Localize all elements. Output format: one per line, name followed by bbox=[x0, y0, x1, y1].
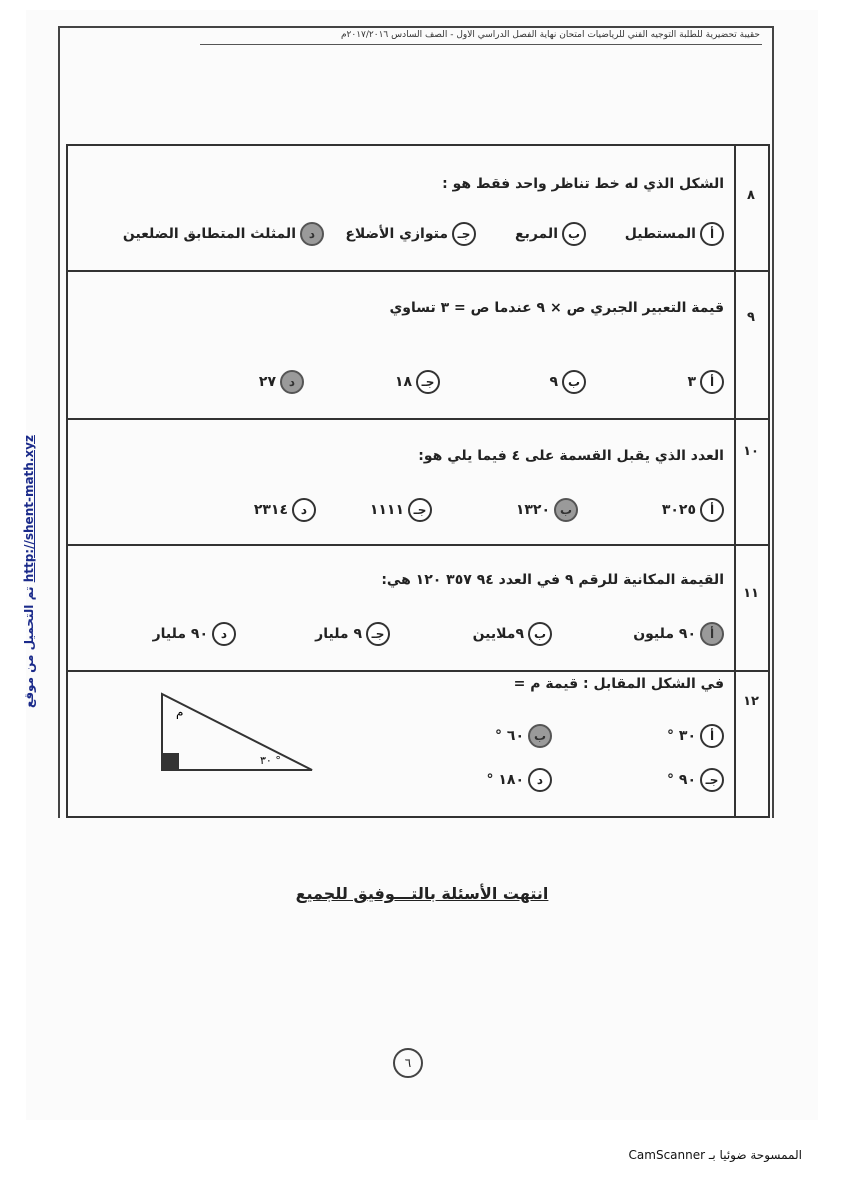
option-letter: جـ bbox=[408, 498, 432, 522]
question-text: في الشكل المقابل : قيمة م = bbox=[513, 676, 724, 692]
option-a[interactable] bbox=[687, 370, 724, 394]
option-letter: أ bbox=[700, 622, 724, 646]
option-b[interactable] bbox=[515, 222, 586, 246]
option-text: ٢٧ bbox=[258, 374, 276, 390]
option-letter: ب bbox=[562, 222, 586, 246]
question-number: ١٢ bbox=[743, 694, 759, 709]
option-d[interactable] bbox=[123, 222, 324, 246]
option-text: ١٨٠ ° bbox=[486, 772, 524, 788]
website-link[interactable]: http://shent-math.xyz bbox=[22, 435, 36, 583]
question-number: ١١ bbox=[743, 586, 759, 601]
angle-label-m: م bbox=[176, 705, 184, 719]
option-letter: أ bbox=[700, 370, 724, 394]
option-text: ٢٣١٤ bbox=[253, 502, 288, 518]
question-number: ١٠ bbox=[743, 444, 759, 459]
side-prefix: تم التحميل من موقع bbox=[22, 586, 36, 708]
option-b[interactable] bbox=[495, 724, 552, 748]
option-a[interactable] bbox=[625, 222, 724, 246]
angle-value-30: ٣٠ ° bbox=[260, 754, 281, 767]
option-letter: ب bbox=[528, 622, 552, 646]
option-text: المربع bbox=[515, 226, 558, 242]
option-d[interactable] bbox=[259, 370, 304, 394]
option-b[interactable] bbox=[549, 370, 586, 394]
option-d[interactable] bbox=[254, 498, 316, 522]
option-text: ١٨ bbox=[394, 374, 412, 390]
option-text: متوازي الأضلاع bbox=[345, 226, 448, 242]
page-number: ٦ bbox=[393, 1048, 423, 1078]
option-letter: جـ bbox=[700, 768, 724, 792]
option-letter: جـ bbox=[452, 222, 476, 246]
triangle-shape bbox=[162, 694, 312, 770]
side-download-note bbox=[22, 435, 36, 708]
option-a[interactable] bbox=[633, 622, 724, 646]
option-d[interactable] bbox=[486, 768, 552, 792]
option-text: ٩ملايين bbox=[472, 626, 524, 642]
question-text: قيمة التعبير الجبري ص × ٩ عندما ص = ٣ تساوي bbox=[389, 300, 724, 316]
option-text: ٩ bbox=[549, 374, 558, 390]
option-text: ٩٠ مليار bbox=[152, 626, 208, 642]
option-letter: د bbox=[212, 622, 236, 646]
option-letter: جـ bbox=[416, 370, 440, 394]
option-letter: ب bbox=[562, 370, 586, 394]
option-c[interactable] bbox=[667, 768, 724, 792]
option-letter: د bbox=[280, 370, 304, 394]
option-text: ٦٠ ° bbox=[495, 728, 524, 744]
option-letter: أ bbox=[700, 498, 724, 522]
option-letter: د bbox=[300, 222, 324, 246]
option-text: ٩ مليار bbox=[315, 626, 362, 642]
row-divider bbox=[68, 544, 768, 546]
right-angle-marker bbox=[163, 753, 179, 769]
option-b[interactable] bbox=[516, 498, 578, 522]
camscanner-watermark: الممسوحة ضوئيا بـ CamScanner bbox=[628, 1148, 802, 1162]
option-text: ٩٠ ° bbox=[667, 772, 696, 788]
option-letter: جـ bbox=[366, 622, 390, 646]
option-letter: ب bbox=[528, 724, 552, 748]
question-number: ٩ bbox=[747, 310, 755, 325]
option-text: ٣٠ ° bbox=[667, 728, 696, 744]
right-triangle-figure bbox=[158, 690, 318, 774]
option-letter: د bbox=[292, 498, 316, 522]
option-text: المستطيل bbox=[624, 226, 696, 242]
option-text: ١٣٢٠ bbox=[515, 502, 550, 518]
number-column bbox=[734, 146, 768, 816]
option-c[interactable] bbox=[315, 622, 390, 646]
option-letter: ب bbox=[554, 498, 578, 522]
row-divider bbox=[68, 418, 768, 420]
page-header: حقيبة تحضيرية للطلبة التوجيه الفني للرياضيات امتحان نهاية الفصل الدراسي الأول - الصف السادس ٢٠١٧/٢٠١٦م bbox=[340, 30, 760, 40]
option-c[interactable] bbox=[370, 498, 432, 522]
question-text: الشكل الذي له خط تناظر واحد فقط هو : bbox=[442, 176, 724, 192]
option-letter: أ bbox=[700, 724, 724, 748]
header-underline bbox=[200, 44, 762, 45]
option-c[interactable] bbox=[345, 222, 476, 246]
option-text: ١١١١ bbox=[369, 502, 404, 518]
question-text: القيمة المكانية للرقم ٩ في العدد ٩٤ ٣٥٧ ١٢٠ هي: bbox=[381, 572, 724, 588]
row-divider bbox=[68, 270, 768, 272]
closing-message: انتهت الأسئلة بالتـــوفيق للجميع bbox=[295, 884, 549, 903]
row-divider bbox=[68, 670, 768, 672]
option-c[interactable] bbox=[395, 370, 440, 394]
option-letter: د bbox=[528, 768, 552, 792]
option-text: المثلث المتطابق الضلعين bbox=[122, 226, 296, 242]
question-number: ٨ bbox=[747, 188, 755, 203]
option-a[interactable] bbox=[662, 498, 724, 522]
question-text: العدد الذي يقبل القسمة على ٤ فيما يلي هو: bbox=[418, 448, 724, 464]
option-text: ٣٠٢٥ bbox=[661, 502, 696, 518]
option-text: ٣ bbox=[687, 374, 696, 390]
option-text: ٩٠ مليون bbox=[633, 626, 696, 642]
option-letter: أ bbox=[700, 222, 724, 246]
option-d[interactable] bbox=[153, 622, 236, 646]
option-a[interactable] bbox=[667, 724, 724, 748]
option-b[interactable] bbox=[473, 622, 552, 646]
